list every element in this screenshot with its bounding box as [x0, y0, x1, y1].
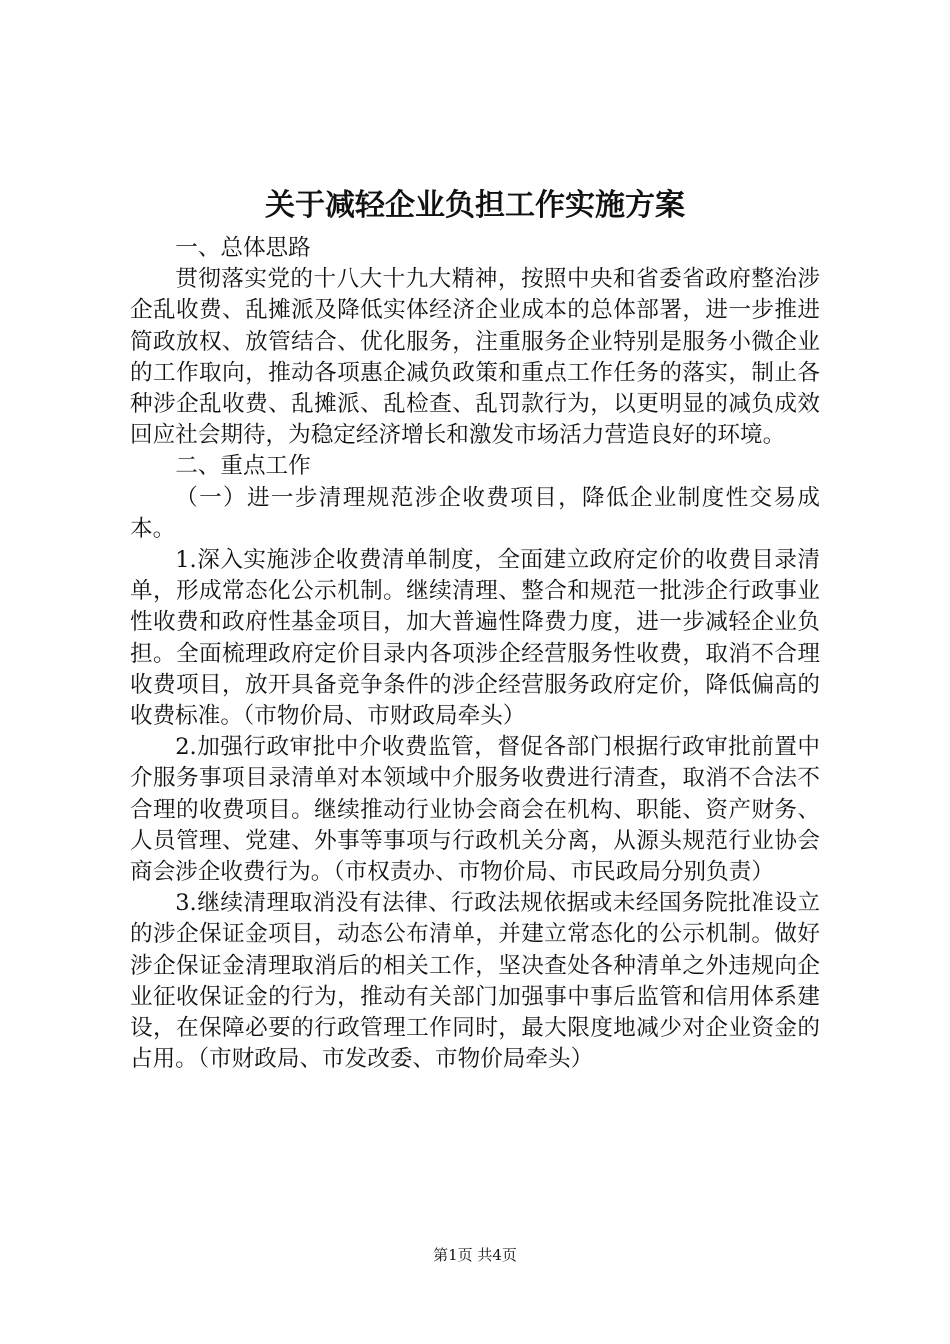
- page-footer: 第1页 共4页: [433, 1246, 517, 1264]
- document-title: 关于减轻企业负担工作实施方案: [265, 188, 685, 223]
- section-heading-overall-approach: 一、总体思路: [175, 235, 311, 261]
- section-heading-key-work: 二、重点工作: [175, 453, 311, 480]
- paragraph-item-3: 3.继续清理取消没有法律、行政法规依据或未经国务院批准设立的涉企保证金项目，动态公布清单，并建立常态化的公示机制。做好涉企保证金清理取消后的相关工作，坚决查处各种清单之外违规向企业征收保证金的行为，推动有关部门加强事中事后监管和信用体系建设，在保障必要的行政管理工作同时，最大限度地减少对企业资金的占用。（市财政局、市发改委、市物价局牵头）: [130, 890, 820, 1073]
- paragraph-item-2: 2.加强行政审批中介收费监管，督促各部门根据行政审批前置中介服务事项目录清单对本领域中介服务收费进行清查，取消不合法不合理的收费项目。继续推动行业协会商会在机构、职能、资产财务、人员管理、党建、外事等事项与行政机关分离，从源头规范行业协会商会涉企收费行为。（市权责办、市物价局、市民政局分别负责）: [130, 734, 820, 886]
- subsection-heading-1: （一）进一步清理规范涉企收费项目，降低企业制度性交易成本。: [130, 484, 820, 542]
- document-body: [130, 233, 820, 1075]
- paragraph-overall-approach: 贯彻落实党的十八大十九大精神，按照中央和省委省政府整治涉企乱收费、乱摊派及降低实体经济企业成本的总体部署，进一步推进简政放权、放管结合、优化服务，注重服务企业特别是服务小微企业的工作取向，推动各项惠企减负政策和重点工作任务的落实，制止各种涉企乱收费、乱摊派、乱检查、乱罚款行为，以更明显的减负成效回应社会期待，为稳定经济增长和激发市场活力营造良好的环境。: [130, 266, 820, 449]
- paragraph-item-1: 1.深入实施涉企收费清单制度，全面建立政府定价的收费目录清单，形成常态化公示机制。继续清理、整合和规范一批涉企行政事业性收费和政府性基金项目，加大普遍性降费力度，进一步减轻企业负担。全面梳理政府定价目录内各项涉企经营服务性收费，取消不合理收费项目，放开具备竞争条件的涉企经营服务政府定价，降低偏高的收费标准。（市物价局、市财政局牵头）: [130, 547, 820, 730]
